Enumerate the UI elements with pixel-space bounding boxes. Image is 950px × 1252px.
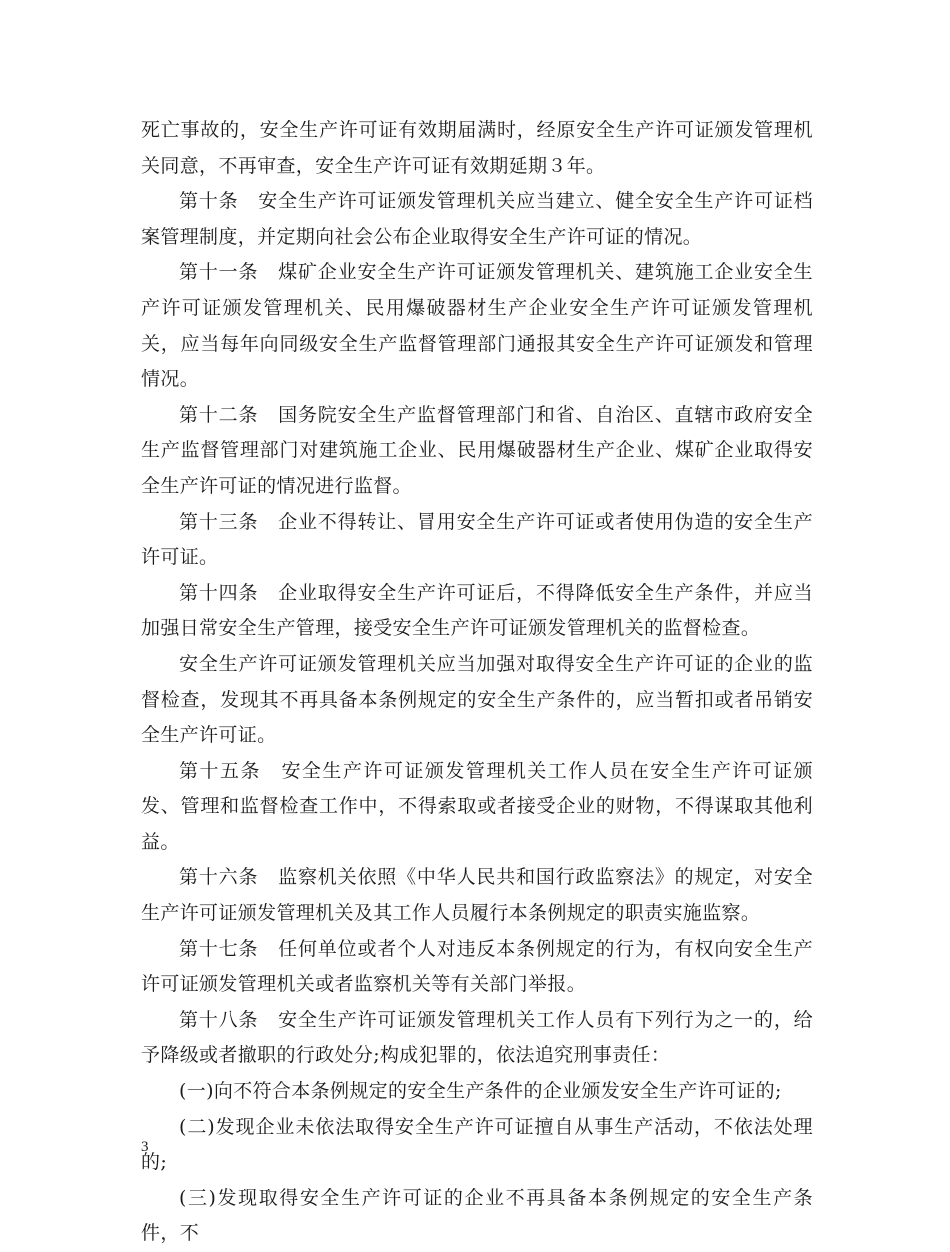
article-14-paragraph: 第十四条 企业取得安全生产许可证后，不得降低安全生产条件，并应当加强日常安全生产管理，接受安全生产许可证颁发管理机关的监督检查。 — [141, 581, 813, 640]
article-18-item-3: (三)发现取得安全生产许可证的企业不再具备本条例规定的安全生产条件，不 — [141, 1186, 813, 1245]
paragraph-continuation: 死亡事故的，安全生产许可证有效期届满时，经原安全生产许可证颁发管理机关同意，不再审查，安全生产许可证有效期延期３年。 — [141, 119, 813, 177]
article-15-paragraph: 第十五条 安全生产许可证颁发管理机关工作人员在安全生产许可证颁发、管理和监督检查工作中，不得索取或者接受企业的财物，不得谋取其他利益。 — [141, 759, 813, 853]
article-12-paragraph: 第十二条 国务院安全生产监督管理部门和省、自治区、直辖市政府安全生产监督管理部门对建筑施工企业、民用爆破器材生产企业、煤矿企业取得安全生产许可证的情况进行监督。 — [141, 403, 813, 497]
page-number: 3 — [141, 1139, 149, 1155]
article-18-paragraph: 第十八条 安全生产许可证颁发管理机关工作人员有下列行为之一的，给予降级或者撤职的行政处分;构成犯罪的，依法追究刑事责任： — [141, 1008, 813, 1067]
article-17-paragraph: 第十七条 任何单位或者个人对违反本条例规定的行为，有权向安全生产许可证颁发管理机关或者监察机关等有关部门举报。 — [141, 937, 813, 996]
article-14-second-paragraph: 安全生产许可证颁发管理机关应当加强对取得安全生产许可证的企业的监督检查，发现其不再具备本条例规定的安全生产条件的，应当暂扣或者吊销安全生产许可证。 — [141, 652, 813, 747]
article-16-paragraph: 第十六条 监察机关依照《中华人民共和国行政监察法》的规定，对安全生产许可证颁发管理机关及其工作人员履行本条例规定的职责实施监察。 — [141, 866, 813, 925]
body-text — [141, 113, 813, 1252]
article-18-item-1: (一)向不符合本条例规定的安全生产条件的企业颁发安全生产许可证的; — [179, 1080, 782, 1103]
article-11-paragraph: 第十一条 煤矿企业安全生产许可证颁发管理机关、建筑施工企业安全生产许可证颁发管理机关、民用爆破器材生产企业安全生产许可证颁发管理机关，应当每年向同级安全生产监督管理部门通报其安全生产许可证颁发和管理情况。 — [141, 261, 813, 391]
article-18-item-2: (二)发现企业未依法取得安全生产许可证擅自从事生产活动，不依法处理的; — [141, 1115, 813, 1174]
article-13-paragraph: 第十三条 企业不得转让、冒用安全生产许可证或者使用伪造的安全生产许可证。 — [141, 510, 813, 569]
article-10-paragraph: 第十条 安全生产许可证颁发管理机关应当建立、健全安全生产许可证档案管理制度，并定期向社会公布企业取得安全生产许可证的情况。 — [141, 190, 813, 248]
